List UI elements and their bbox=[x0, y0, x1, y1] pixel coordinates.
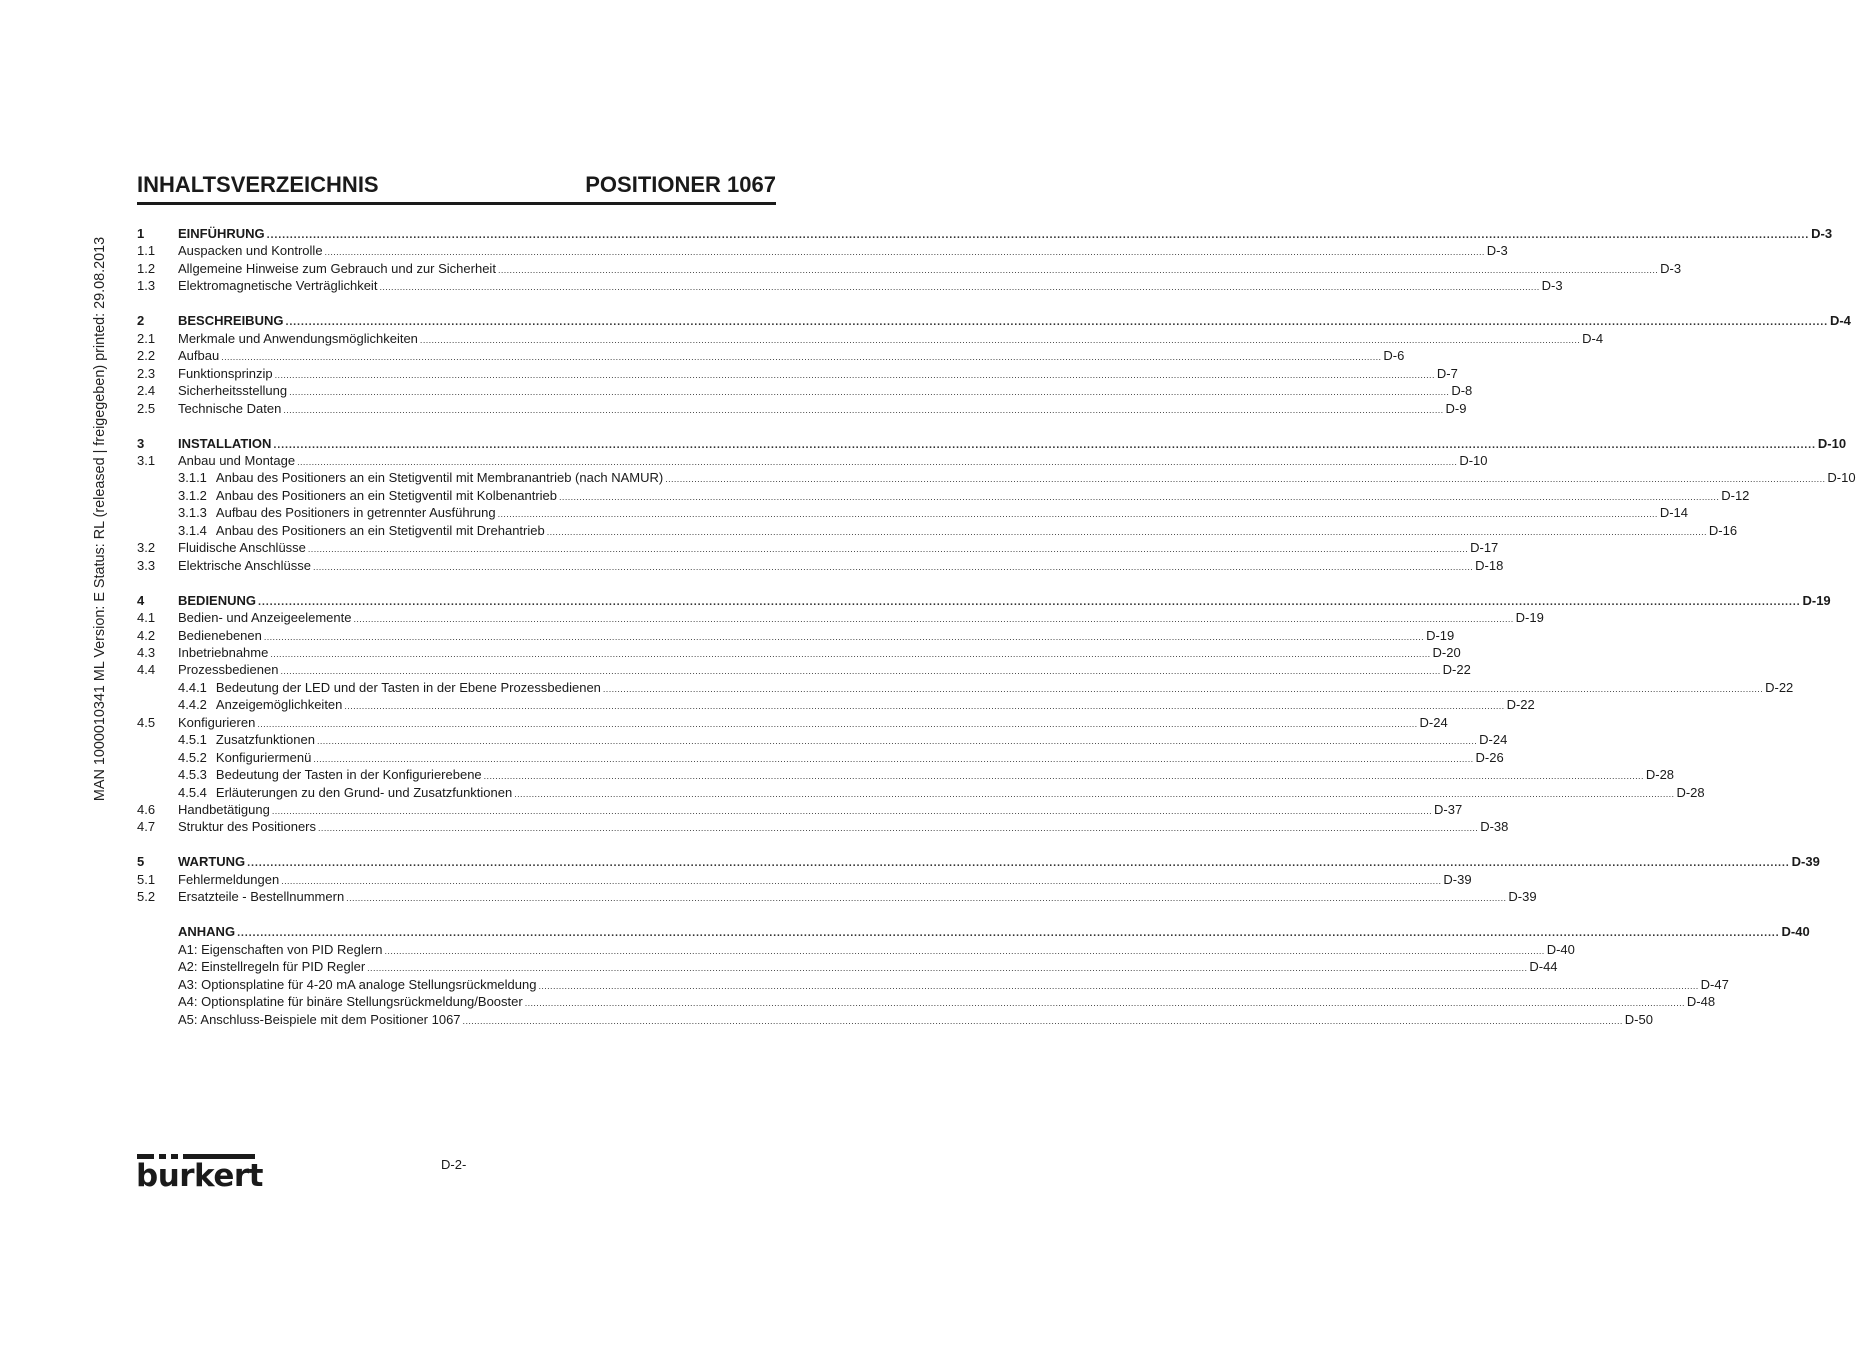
toc-entry[interactable] bbox=[137, 661, 1471, 679]
toc-entry-page: D-3 bbox=[1541, 278, 1563, 294]
toc-entry-title: Struktur des Positioners bbox=[178, 819, 317, 835]
toc-entry-number: 3.3 bbox=[137, 557, 156, 573]
toc-entry-page: D-4 bbox=[1829, 313, 1851, 329]
toc-entry[interactable] bbox=[137, 766, 1675, 784]
toc-entry[interactable] bbox=[137, 435, 1847, 453]
toc-entry-number: 4.5 bbox=[137, 714, 156, 730]
toc-leader-dots: ................................................................................................................................................................................................................................................................................................................................................................................................................ bbox=[273, 438, 1816, 451]
toc-leader-dots: ................................................................................................................................................................................................................................................................................................................................................................................................................ bbox=[247, 857, 1790, 870]
page-number: D-2- bbox=[441, 1157, 467, 1172]
toc-entry-number: 4 bbox=[137, 592, 145, 608]
toc-entry-subnumber: 4.5.4 bbox=[178, 784, 207, 800]
toc-leader-dots: ................................................................................................................................................................................................................................................................................................................................................................................................................ bbox=[546, 526, 1707, 537]
toc-leader-dots: ................................................................................................................................................................................................................................................................................................................................................................................................................ bbox=[270, 648, 1431, 659]
toc-entry-page: D-19 bbox=[1802, 592, 1831, 608]
toc-entry[interactable] bbox=[137, 487, 1750, 505]
toc-entry-page: D-40 bbox=[1546, 941, 1575, 957]
toc-entry-number: 4.1 bbox=[137, 610, 156, 626]
toc-entry[interactable] bbox=[137, 923, 1810, 941]
toc-entry-title: Allgemeine Hinweise zum Gebrauch und zur Sicherheit bbox=[178, 260, 496, 276]
toc-entry-subnumber: 4.5.2 bbox=[178, 749, 207, 765]
toc-entry-title: Konfiguriermenü bbox=[215, 749, 312, 765]
toc-entry[interactable] bbox=[137, 871, 1472, 889]
toc-entry-page: D-22 bbox=[1765, 679, 1794, 695]
toc-entry-page: D-18 bbox=[1475, 557, 1504, 573]
toc-entry[interactable] bbox=[137, 539, 1499, 557]
toc-leader-dots: ................................................................................................................................................................................................................................................................................................................................................................................................................ bbox=[313, 753, 1474, 764]
toc-entry-subnumber: 4.4.1 bbox=[178, 679, 207, 695]
toc-entry-title: Bedienebenen bbox=[178, 627, 262, 643]
toc-entry-page: D-19 bbox=[1426, 627, 1455, 643]
header-divider bbox=[137, 202, 776, 205]
burkert-logo bbox=[136, 1154, 263, 1194]
toc-entry-title: Anzeigemöglichkeiten bbox=[215, 697, 343, 713]
toc-leader-dots: ................................................................................................................................................................................................................................................................................................................................................................................................................ bbox=[353, 614, 1514, 625]
toc-entry-subnumber: 3.1.4 bbox=[178, 522, 207, 538]
logo-wordmark: burkert bbox=[136, 1158, 263, 1194]
toc-entry-title: Bedien- und Anzeigeelemente bbox=[178, 610, 352, 626]
toc-entry[interactable] bbox=[137, 242, 1508, 260]
toc-leader-dots: ................................................................................................................................................................................................................................................................................................................................................................................................................ bbox=[280, 666, 1441, 677]
toc-entry[interactable] bbox=[137, 225, 1833, 243]
toc-entry-page: D-20 bbox=[1432, 644, 1461, 660]
toc-entry-page: D-9 bbox=[1445, 400, 1467, 416]
toc-leader-dots: ................................................................................................................................................................................................................................................................................................................................................................................................................ bbox=[665, 474, 1826, 485]
toc-entry-title: A4: Optionsplatine für binäre Stellungsrückmeldung/Booster bbox=[178, 994, 523, 1010]
toc-entry-number: 2.4 bbox=[137, 383, 156, 399]
toc-entry[interactable] bbox=[137, 277, 1563, 295]
toc-leader-dots: ................................................................................................................................................................................................................................................................................................................................................................................................................ bbox=[462, 1015, 1623, 1026]
toc-entry-page: D-28 bbox=[1645, 767, 1675, 783]
toc-entry-title: INSTALLATION bbox=[178, 435, 272, 451]
toc-leader-dots: ................................................................................................................................................................................................................................................................................................................................................................................................................ bbox=[257, 718, 1418, 729]
toc-entry[interactable] bbox=[137, 644, 1461, 662]
toc-entry-page: D-28 bbox=[1676, 784, 1705, 800]
toc-entry-subnumber: 3.1.3 bbox=[178, 505, 207, 521]
toc-entry-title: Konfigurieren bbox=[178, 714, 256, 730]
toc-leader-dots: ................................................................................................................................................................................................................................................................................................................................................................................................................ bbox=[346, 893, 1507, 904]
toc-entry-number: 4.3 bbox=[137, 644, 156, 660]
toc-leader-dots: ................................................................................................................................................................................................................................................................................................................................................................................................................ bbox=[524, 998, 1685, 1009]
toc-leader-dots: ................................................................................................................................................................................................................................................................................................................................................................................................................ bbox=[497, 264, 1659, 275]
toc-entry-page: D-24 bbox=[1419, 714, 1448, 730]
toc-entry-page: D-22 bbox=[1506, 697, 1535, 713]
toc-leader-dots: ................................................................................................................................................................................................................................................................................................................................................................................................................ bbox=[237, 927, 1780, 940]
toc-entry-number: 5.1 bbox=[137, 871, 156, 887]
toc-entry[interactable] bbox=[137, 784, 1705, 802]
toc-leader-dots: ................................................................................................................................................................................................................................................................................................................................................................................................................ bbox=[285, 316, 1828, 329]
toc-entry-number: 3 bbox=[137, 435, 145, 451]
toc-entry-title: Bedeutung der Tasten in der Konfigurierebene bbox=[215, 767, 482, 783]
toc-entry[interactable] bbox=[137, 1011, 1653, 1029]
toc-leader-dots: ................................................................................................................................................................................................................................................................................................................................................................................................................ bbox=[602, 683, 1764, 694]
toc-entry-page: D-17 bbox=[1470, 540, 1499, 556]
toc-entry-subnumber: 4.5.1 bbox=[178, 732, 207, 748]
toc-leader-dots: ................................................................................................................................................................................................................................................................................................................................................................................................................ bbox=[274, 369, 1435, 380]
toc-entry-title: Anbau des Positioners an ein Stetigventil mit Drehantrieb bbox=[215, 522, 545, 538]
toc-entry-title: Ersatzteile - Bestellnummern bbox=[178, 889, 345, 905]
toc-entry[interactable] bbox=[137, 749, 1504, 767]
toc-entry[interactable] bbox=[137, 609, 1544, 627]
toc-entry-number: 1 bbox=[137, 226, 145, 241]
toc-entry-title: Anbau und Montage bbox=[178, 452, 296, 468]
toc-entry[interactable] bbox=[137, 452, 1488, 470]
toc-entry-number: 2.2 bbox=[137, 348, 156, 364]
toc-entry-page: D-39 bbox=[1443, 871, 1472, 887]
toc-entry-page: D-48 bbox=[1686, 994, 1716, 1010]
toc-leader-dots: ................................................................................................................................................................................................................................................................................................................................................................................................................ bbox=[266, 229, 1810, 241]
toc-entry[interactable] bbox=[137, 731, 1508, 749]
toc-entry-title: ANHANG bbox=[178, 924, 236, 940]
toc-entry-title: Handbetätigung bbox=[178, 802, 270, 817]
toc-entry-title: Merkmale und Anwendungsmöglichkeiten bbox=[178, 330, 418, 346]
toc-entry-page: D-38 bbox=[1480, 819, 1509, 835]
toc-entry-title: WARTUNG bbox=[178, 854, 246, 870]
toc-entry-number: 3.2 bbox=[137, 540, 156, 556]
toc-entry-title: A5: Anschluss-Beispiele mit dem Positioner 1067 bbox=[178, 1011, 461, 1027]
toc-entry-number: 2 bbox=[137, 313, 145, 329]
toc-leader-dots: ................................................................................................................................................................................................................................................................................................................................................................................................................ bbox=[271, 806, 1433, 816]
toc-entry-title: A2: Einstellregeln für PID Regler bbox=[178, 959, 366, 975]
toc-entry-title: Anbau des Positioners an ein Stetigventil mit Kolbenantrieb bbox=[215, 487, 558, 503]
toc-leader-dots: ................................................................................................................................................................................................................................................................................................................................................................................................................ bbox=[297, 456, 1458, 467]
toc-entry-page: D-47 bbox=[1700, 976, 1729, 992]
toc-entry-number: 2.3 bbox=[137, 365, 156, 381]
toc-entry-number: 2.5 bbox=[137, 400, 156, 416]
toc-leader-dots: ................................................................................................................................................................................................................................................................................................................................................................................................................ bbox=[324, 247, 1485, 258]
toc-entry-title: Prozessbedienen bbox=[178, 662, 279, 678]
toc-entry-page: D-8 bbox=[1451, 383, 1473, 399]
toc-entry[interactable] bbox=[137, 976, 1729, 994]
toc-leader-dots: ................................................................................................................................................................................................................................................................................................................................................................................................................ bbox=[318, 823, 1479, 834]
toc-entry-title: Fehlermeldungen bbox=[178, 871, 280, 887]
toc-leader-dots: ................................................................................................................................................................................................................................................................................................................................................................................................................ bbox=[289, 387, 1450, 398]
toc-entry[interactable] bbox=[137, 347, 1405, 365]
toc-leader-dots: ................................................................................................................................................................................................................................................................................................................................................................................................................ bbox=[384, 945, 1545, 956]
toc-entry[interactable] bbox=[137, 400, 1467, 418]
toc-entry-page: D-39 bbox=[1508, 889, 1537, 905]
toc-leader-dots: ................................................................................................................................................................................................................................................................................................................................................................................................................ bbox=[316, 736, 1478, 747]
toc-entry[interactable] bbox=[137, 679, 1794, 697]
toc-entry-page: D-7 bbox=[1436, 365, 1458, 381]
toc-entry[interactable] bbox=[137, 557, 1504, 575]
toc-entry-title: Funktionsprinzip bbox=[178, 365, 273, 381]
toc-leader-dots: ................................................................................................................................................................................................................................................................................................................................................................................................................ bbox=[514, 788, 1675, 799]
toc-leader-dots: ................................................................................................................................................................................................................................................................................................................................................................................................................ bbox=[419, 334, 1581, 345]
toc-entry-page: D-10 bbox=[1817, 435, 1847, 451]
toc-entry-page: D-26 bbox=[1475, 749, 1504, 765]
toc-leader-dots: ................................................................................................................................................................................................................................................................................................................................................................................................................ bbox=[559, 491, 1720, 502]
toc-entry-title: Aufbau bbox=[178, 348, 220, 364]
toc-entry[interactable] bbox=[137, 504, 1688, 522]
toc-entry-title: Technische Daten bbox=[178, 400, 282, 416]
toc-entry[interactable] bbox=[137, 958, 1558, 976]
toc-entry-number: 4.6 bbox=[137, 802, 156, 817]
toc-entry[interactable] bbox=[137, 993, 1716, 1011]
toc-entry-page: D-14 bbox=[1659, 505, 1688, 521]
toc-entry[interactable] bbox=[137, 714, 1448, 732]
toc-entry-page: D-40 bbox=[1781, 924, 1810, 940]
toc-entry[interactable] bbox=[137, 592, 1831, 610]
toc-entry-title: Aufbau des Positioners in getrennter Ausführung bbox=[215, 505, 496, 521]
toc-entry-title: Sicherheitsstellung bbox=[178, 383, 288, 399]
toc-entry-page: D-10 bbox=[1459, 452, 1488, 468]
toc-entry-title: BEDIENUNG bbox=[178, 592, 257, 608]
toc-entry-title: BESCHREIBUNG bbox=[178, 313, 284, 329]
toc-entry-title: Elektrische Anschlüsse bbox=[178, 557, 311, 573]
toc-leader-dots: ................................................................................................................................................................................................................................................................................................................................................................................................................ bbox=[497, 509, 1658, 520]
toc-entry-number: 1.2 bbox=[137, 260, 156, 276]
toc-entry[interactable] bbox=[137, 696, 1535, 714]
toc-leader-dots: ................................................................................................................................................................................................................................................................................................................................................................................................................ bbox=[283, 404, 1444, 415]
page-header bbox=[137, 172, 776, 198]
toc-leader-dots: ................................................................................................................................................................................................................................................................................................................................................................................................................ bbox=[258, 595, 1801, 608]
toc-entry-title: EINFÜHRUNG bbox=[178, 226, 265, 241]
toc-entry[interactable] bbox=[137, 818, 1509, 836]
toc-entry-title: A3: Optionsplatine für 4-20 mA analoge Stellungsrückmeldung bbox=[178, 976, 537, 992]
toc-entry-subnumber: 3.1.2 bbox=[178, 487, 207, 503]
toc-leader-dots: ................................................................................................................................................................................................................................................................................................................................................................................................................ bbox=[263, 631, 1425, 642]
toc-entry-number: 3.1 bbox=[137, 452, 156, 468]
toc-entry-subnumber: 3.1.1 bbox=[178, 470, 207, 486]
toc-entry-page: D-12 bbox=[1721, 487, 1750, 503]
toc-leader-dots: ................................................................................................................................................................................................................................................................................................................................................................................................................ bbox=[312, 561, 1474, 572]
toc-entry-title: Fluidische Anschlüsse bbox=[178, 540, 306, 556]
toc-entry-title: Zusatzfunktionen bbox=[215, 732, 315, 748]
header-title: INHALTSVERZEICHNIS bbox=[137, 172, 379, 197]
toc-entry-page: D-3 bbox=[1811, 226, 1833, 241]
toc-entry[interactable] bbox=[137, 312, 1851, 330]
toc-entry-title: Inbetriebnahme bbox=[178, 644, 269, 660]
toc-entry-page: D-19 bbox=[1515, 610, 1544, 626]
toc-entry[interactable] bbox=[137, 365, 1458, 383]
toc-entry[interactable] bbox=[137, 382, 1473, 400]
toc-entry[interactable] bbox=[137, 801, 1463, 819]
toc-entry[interactable] bbox=[137, 941, 1575, 959]
toc-leader-dots: ................................................................................................................................................................................................................................................................................................................................................................................................................ bbox=[307, 544, 1469, 555]
toc-entry-page: D-6 bbox=[1383, 348, 1405, 364]
toc-entry-page: D-22 bbox=[1442, 662, 1471, 678]
toc-entry-title: Anbau des Positioners an ein Stetigventil mit Membranantrieb (nach NAMUR) bbox=[215, 470, 664, 486]
toc-leader-dots: ................................................................................................................................................................................................................................................................................................................................................................................................................ bbox=[344, 701, 1505, 712]
header-product: POSITIONER 1067 bbox=[585, 172, 776, 197]
toc-entry[interactable] bbox=[137, 469, 1856, 487]
toc-entry-page: D-37 bbox=[1434, 802, 1463, 817]
toc-entry[interactable] bbox=[137, 260, 1682, 278]
toc-entry-page: D-44 bbox=[1529, 959, 1558, 975]
toc-entry-page: D-24 bbox=[1479, 732, 1508, 748]
toc-entry-number: 4.4 bbox=[137, 662, 156, 678]
toc-entry-number: 4.7 bbox=[137, 819, 156, 835]
toc-entry-page: D-16 bbox=[1708, 522, 1738, 538]
toc-leader-dots: ................................................................................................................................................................................................................................................................................................................................................................................................................ bbox=[538, 980, 1699, 991]
toc-entry-page: D-4 bbox=[1582, 330, 1604, 346]
toc-entry-subnumber: 4.4.2 bbox=[178, 697, 207, 713]
toc-entry-page: D-50 bbox=[1624, 1011, 1653, 1027]
toc-leader-dots: ................................................................................................................................................................................................................................................................................................................................................................................................................ bbox=[379, 282, 1540, 293]
toc-leader-dots: ................................................................................................................................................................................................................................................................................................................................................................................................................ bbox=[221, 352, 1382, 363]
toc-entry-number: 1.1 bbox=[137, 243, 156, 259]
toc-entry-number: 1.3 bbox=[137, 278, 156, 294]
toc-entry-page: D-39 bbox=[1791, 854, 1820, 870]
toc-entry-number: 5 bbox=[137, 854, 145, 870]
toc-leader-dots: ................................................................................................................................................................................................................................................................................................................................................................................................................ bbox=[281, 875, 1442, 886]
document-status-note bbox=[88, 158, 112, 880]
toc-entry-page: D-3 bbox=[1486, 243, 1508, 259]
status-note-text: MAN 1000010341 ML Version: E Status: RL (released | freigegeben) printed: 29.08.2013 bbox=[92, 236, 108, 802]
toc-entry[interactable] bbox=[137, 627, 1455, 645]
toc-leader-dots: ................................................................................................................................................................................................................................................................................................................................................................................................................ bbox=[483, 771, 1644, 782]
toc-entry-page: D-3 bbox=[1660, 260, 1682, 276]
toc-entry-number: 4.2 bbox=[137, 627, 156, 643]
toc-entry-title: Auspacken und Kontrolle bbox=[178, 243, 323, 259]
toc-leader-dots: ................................................................................................................................................................................................................................................................................................................................................................................................................ bbox=[367, 963, 1528, 974]
toc-entry[interactable] bbox=[137, 853, 1820, 871]
toc-entry-title: Bedeutung der LED und der Tasten in der Ebene Prozessbedienen bbox=[215, 679, 601, 695]
toc-entry[interactable] bbox=[137, 330, 1604, 348]
toc-entry-page: D-10 bbox=[1827, 470, 1856, 486]
toc-entry-title: A1: Eigenschaften von PID Reglern bbox=[178, 941, 383, 957]
toc-entry-title: Elektromagnetische Verträglichkeit bbox=[178, 278, 378, 294]
toc-entry[interactable] bbox=[137, 888, 1537, 906]
toc-entry-title: Erläuterungen zu den Grund- und Zusatzfunktionen bbox=[215, 784, 513, 800]
toc-entry-number: 5.2 bbox=[137, 889, 156, 905]
toc-entry-subnumber: 4.5.3 bbox=[178, 767, 207, 783]
toc-entry[interactable] bbox=[137, 522, 1738, 540]
toc-entry-number: 2.1 bbox=[137, 330, 156, 346]
